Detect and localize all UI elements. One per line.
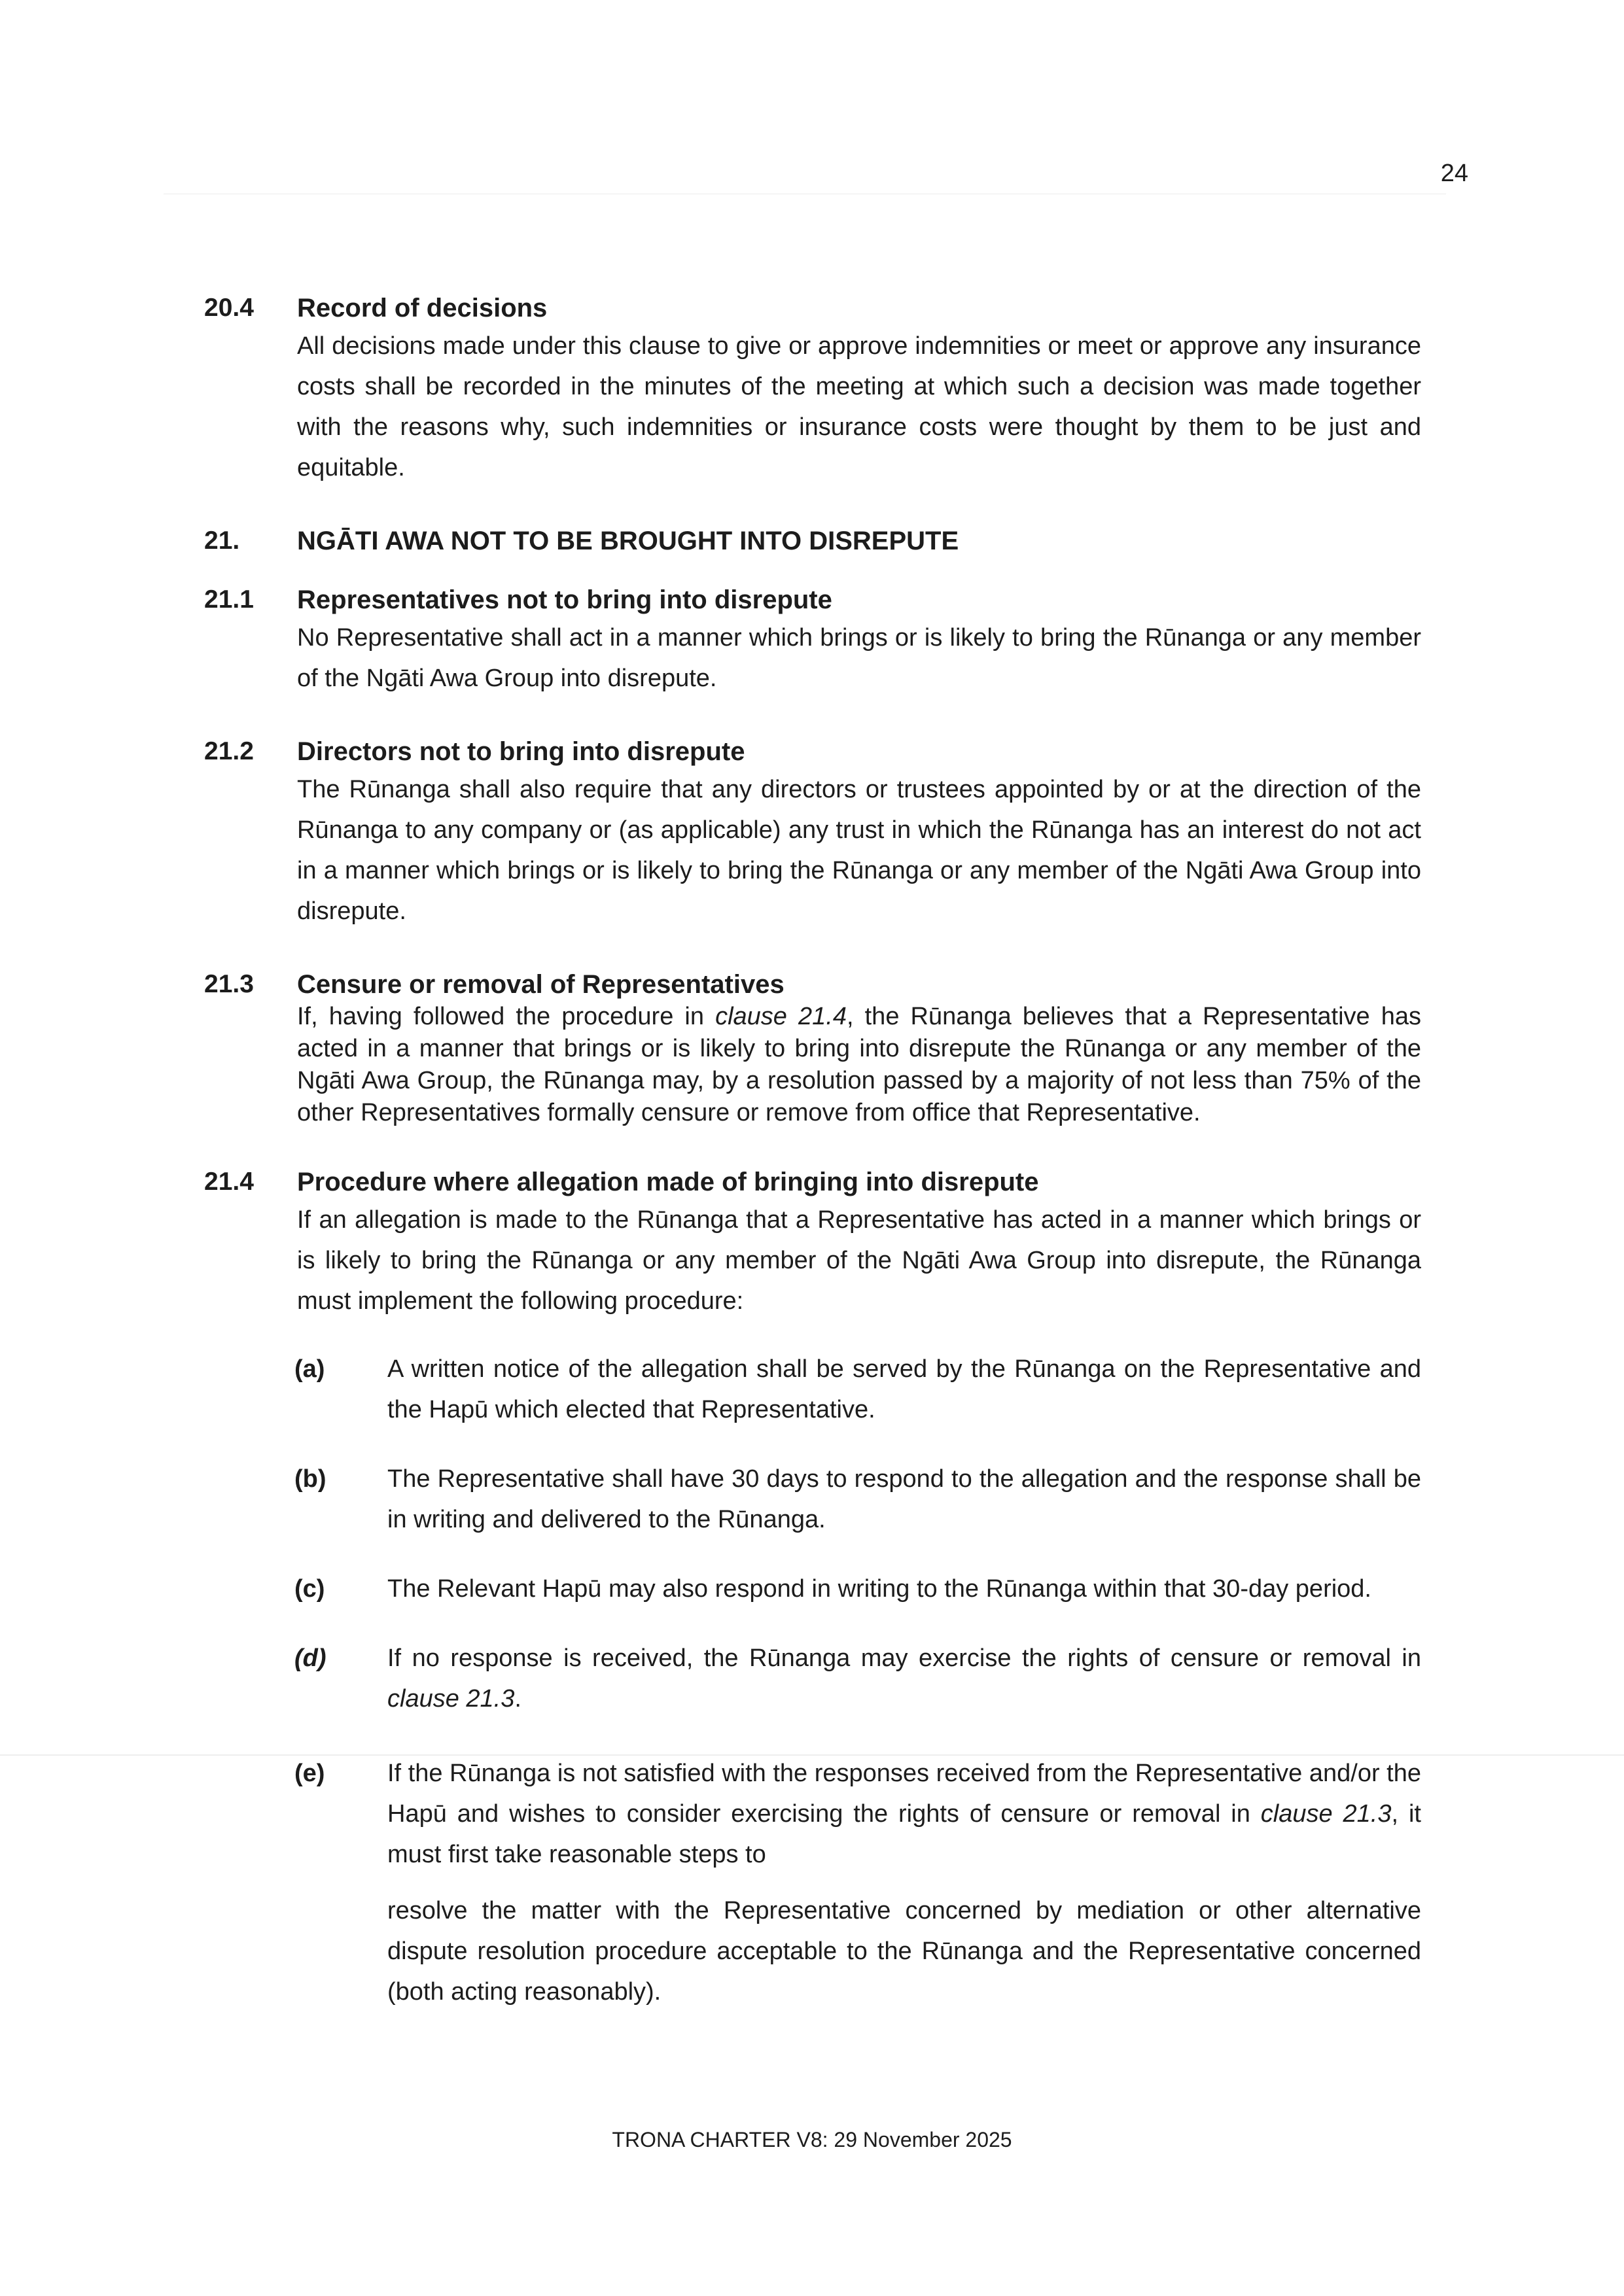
section-heading: Directors not to bring into disrepute — [297, 737, 745, 766]
section-20-4 — [204, 292, 1421, 488]
list-item-label: (a) — [294, 1355, 325, 1383]
section-number: 21.4 — [204, 1168, 254, 1196]
section-21-4 — [204, 1166, 1421, 2012]
section-heading: Record of decisions — [297, 294, 548, 322]
list-item-d — [204, 1638, 1421, 1719]
list-item-c — [204, 1569, 1421, 1609]
list-item-label: (d) — [294, 1644, 327, 1672]
list-item-text: If no response is received, the Rūnanga may exercise the rights of censure or removal in clause 21.3. — [387, 1644, 1421, 1713]
list-item-text: The Representative shall have 30 days to respond to the allegation and the response shall be in writing and delivered to the Rūnanga. — [387, 1465, 1421, 1533]
section-heading: NGĀTI AWA NOT TO BE BROUGHT INTO DISREPUTE — [297, 527, 959, 555]
list-item-label: (e) — [294, 1760, 325, 1787]
section-paragraph: If, having followed the procedure in clause 21.4, the Rūnanga believes that a Representative has acted in a manner that brings or is likely to bring into disrepute the Rūnanga or any member of the Ngāti Awa Group, the Rūnanga may, by a resolution passed by a majority of not less than 75% of the other Representatives formally censure or remove from office that Representative. — [297, 1003, 1421, 1126]
section-paragraph: The Rūnanga shall also require that any directors or trustees appointed by or at the direction of the Rūnanga to any company or (as applicable) any trust in which the Rūnanga has an interest do not act in a manner which brings or is likely to bring the Rūnanga or any member of the Ngāti Awa Group into disrepute. — [297, 776, 1421, 925]
list-item-label: (b) — [294, 1465, 327, 1493]
section-number: 21. — [204, 527, 240, 555]
list-item-b — [204, 1459, 1421, 1540]
section-21-3 — [204, 968, 1421, 1129]
section-paragraph: All decisions made under this clause to give or approve indemnities or meet or approve any insurance costs shall be recorded in the minutes of the meeting at which such a decision was made together with the reasons why, such indemnities or insurance costs were thought by them to be just and equitable. — [297, 332, 1421, 481]
section-21-1 — [204, 583, 1421, 699]
section-heading: Censure or removal of Representatives — [297, 970, 785, 999]
document-body — [204, 292, 1421, 2049]
clause-reference: clause 21.3 — [387, 1685, 515, 1713]
section-number: 21.1 — [204, 585, 254, 614]
section-heading: Procedure where allegation made of bringing into disrepute — [297, 1168, 1039, 1196]
section-21 — [204, 525, 1421, 557]
section-paragraph: No Representative shall act in a manner which brings or is likely to bring the Rūnanga or any member of the Ngāti Awa Group into disrepute. — [297, 624, 1421, 692]
section-21-2 — [204, 735, 1421, 931]
list-item-continuation: resolve the matter with the Representative concerned by mediation or other alternative dispute resolution procedure acceptable to the Rūnanga and the Representative concerned (both acting reasonably). — [387, 1897, 1421, 2006]
section-paragraph: If an allegation is made to the Rūnanga that a Representative has acted in a manner which brings or is likely to bring the Rūnanga or any member of the Ngāti Awa Group into disrepute, the Rūnanga must implement the following procedure: — [297, 1206, 1421, 1315]
section-heading: Representatives not to bring into disrepute — [297, 585, 832, 614]
section-number: 21.2 — [204, 737, 254, 765]
clause-reference: clause 21.3 — [1260, 1800, 1392, 1828]
section-number: 20.4 — [204, 294, 254, 322]
procedure-list — [204, 1349, 1421, 2012]
list-item-text: A written notice of the allegation shall be served by the Rūnanga on the Representative and the Hapū which elected that Representative. — [387, 1355, 1421, 1423]
clause-reference: clause 21.4 — [715, 1003, 847, 1030]
list-item-text: If the Rūnanga is not satisfied with the responses received from the Representative and/or the Hapū and wishes to consider exercising the rights of censure or removal in clause 21.3, it must first take reasonable steps to — [387, 1760, 1422, 1868]
list-item-label: (c) — [294, 1575, 325, 1603]
section-number: 21.3 — [204, 970, 254, 998]
list-item-a — [204, 1349, 1421, 1430]
document-footer: TRONA CHARTER V8: 29 November 2025 — [612, 2128, 1012, 2151]
list-item-e — [204, 1753, 1421, 2012]
page-number: 24 — [1440, 160, 1468, 187]
list-item-text: The Relevant Hapū may also respond in writing to the Rūnanga within that 30-day period. — [387, 1575, 1371, 1603]
